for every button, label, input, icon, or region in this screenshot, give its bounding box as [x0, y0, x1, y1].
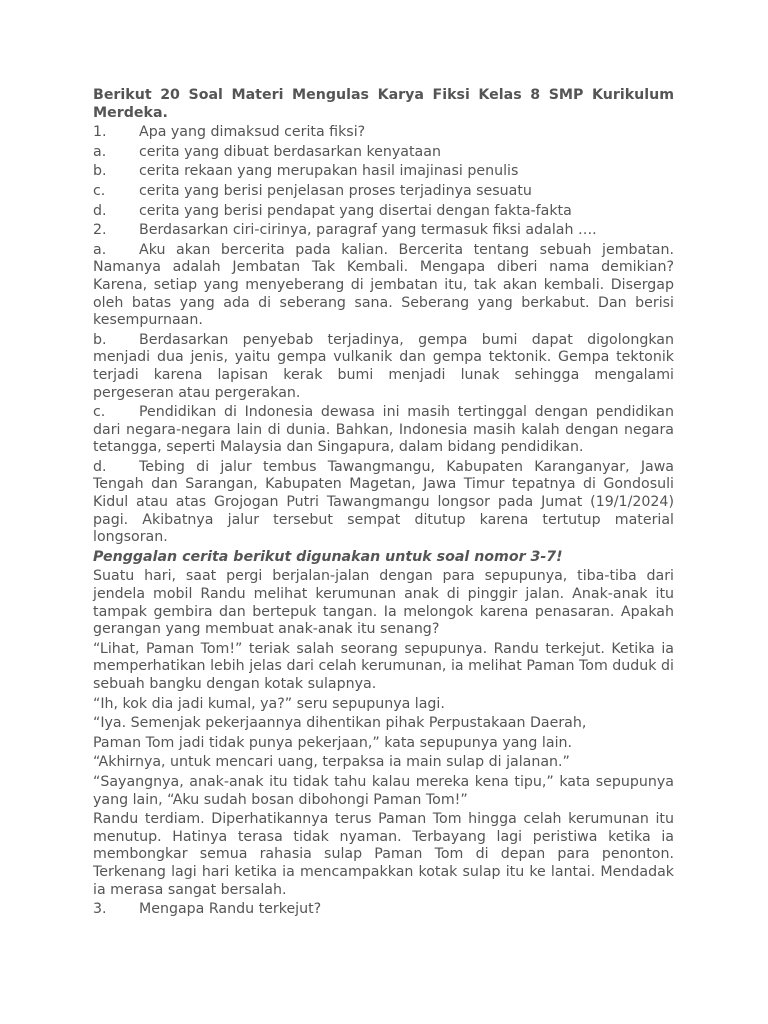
option-text: Pendidikan di Indonesia dewasa ini masih tertinggal dengan pendidikan dari negara-negara lain di dunia. Bahkan, Indonesia masih kalah dengan negara tetangga, seperti Malaysia dan Singapura, dalam bidang pendidikan. — [93, 404, 674, 456]
question-number: 2. — [93, 222, 107, 239]
question-text: Berdasarkan ciri-cirinya, paragraf yang termasuk fiksi adalah …. — [139, 222, 597, 239]
option-text: cerita yang berisi pendapat yang disertai dengan fakta-fakta — [139, 202, 572, 219]
question-1 — [93, 124, 674, 142]
option-label: b. — [93, 163, 107, 180]
question-3 — [93, 901, 674, 919]
option-text: Berdasarkan penyebab terjadinya, gempa bumi dapat digolongkan menjadi dua jenis, yaitu gempa vulkanik dan gempa tektonik. Gempa tektonik terjadi karena lapisan kerak bumi menjadi lunak sehingga mengalami pergeseran atau pergerakan. — [93, 331, 674, 401]
question-1-option-b — [93, 163, 674, 181]
story-paragraph: “Ih, kok dia jadi kumal, ya?” seru sepupunya lagi. — [93, 695, 445, 712]
option-text: Aku akan bercerita pada kalian. Bercerita tentang sebuah jembatan. Namanya adalah Jembatan Tak Kembali. Mengapa diberi nama demikian? Karena, setiap yang menyeberang di jembatan itu, tak akan kembali. Disergap oleh batas yang ada di seberang sana. Seberang yang berkabut. Dan berisi kesempurnaan. — [93, 241, 674, 329]
story-paragraph: “Akhirnya, untuk mencari uang, terpaksa ia main sulap di jalanan.” — [93, 754, 570, 771]
question-number: 3. — [93, 901, 107, 918]
option-text: cerita yang berisi penjelasan proses terjadinya sesuatu — [139, 182, 532, 199]
option-label: a. — [93, 143, 107, 160]
story-paragraph: Paman Tom jadi tidak punya pekerjaan,” kata sepupunya yang lain. — [93, 734, 573, 751]
story-paragraph: “Lihat, Paman Tom!” teriak salah seorang sepupunya. Randu terkejut. Ketika ia memperhatikan lebih jelas dari celah kerumunan, ia melihat Paman Tom duduk di sebuah bangku dengan kotak sulapnya. — [93, 640, 674, 692]
option-label: c. — [93, 182, 106, 199]
option-label: d. — [93, 458, 107, 475]
story-paragraph: “Iya. Semenjak pekerjaannya dihentikan pihak Perpustakaan Daerah, — [93, 715, 587, 732]
option-label: b. — [93, 331, 107, 348]
question-1-option-d — [93, 203, 674, 221]
question-2-option-d — [93, 459, 674, 547]
story-paragraph: “Sayangnya, anak-anak itu tidak tahu kalau mereka kena tipu,” kata sepupunya yang lain, “Aku sudah bosan dibohongi Paman Tom!” — [93, 773, 674, 808]
question-number: 1. — [93, 124, 107, 141]
question-text: Apa yang dimaksud cerita fiksi? — [139, 124, 366, 141]
question-2-option-c — [93, 404, 674, 457]
option-text: cerita yang dibuat berdasarkan kenyataan — [139, 143, 441, 160]
question-2-option-a — [93, 242, 674, 330]
option-label: a. — [93, 241, 107, 258]
story-paragraph: Randu terdiam. Diperhatikannya terus Paman Tom hingga celah kerumunan itu menutup. Hatinya terasa tidak nyaman. Terbayang lagi peristiwa ketika ia membongkar semua rahasia sulap Paman Tom di depan para penonton. Terkenang lagi hari ketika ia mencampakkan kotak sulap itu ke lantai. Mendadak ia merasa sangat bersalah. — [93, 811, 674, 898]
question-2 — [93, 222, 674, 240]
option-text: Tebing di jalur tembus Tawangmangu, Kabupaten Karanganyar, Jawa Tengah dan Sarangan, Kabupaten Magetan, Jawa Timur tepatnya di Gondosuli Kidul atau atas Grojogan Putri Tawangmangu longsor pada Jumat (19/1/2024) pagi. Akibatnya jalur tersebut sempat ditutup karena tertutup material longsoran. — [93, 458, 674, 546]
document-title: Berikut 20 Soal Materi Mengulas Karya Fiksi Kelas 8 SMP Kurikulum Merdeka. — [93, 87, 674, 121]
question-text: Mengapa Randu terkejut? — [139, 901, 322, 918]
question-1-option-a — [93, 144, 674, 162]
option-label: d. — [93, 202, 107, 219]
question-1-option-c — [93, 183, 674, 201]
option-label: c. — [93, 404, 106, 421]
document-page — [93, 87, 674, 921]
story-heading: Penggalan cerita berikut digunakan untuk soal nomor 3-7! — [93, 548, 563, 565]
option-text: cerita rekaan yang merupakan hasil imajinasi penulis — [139, 163, 519, 180]
story-paragraph: Suatu hari, saat pergi berjalan-jalan dengan para sepupunya, tiba-tiba dari jendela mobil Randu melihat kerumunan anak di pinggir jalan. Anak-anak itu tampak gembira dan bertepuk tangan. Ia melongok karena penasaran. Apakah gerangan yang membuat anak-anak itu senang? — [93, 568, 674, 638]
question-2-option-b — [93, 332, 674, 402]
